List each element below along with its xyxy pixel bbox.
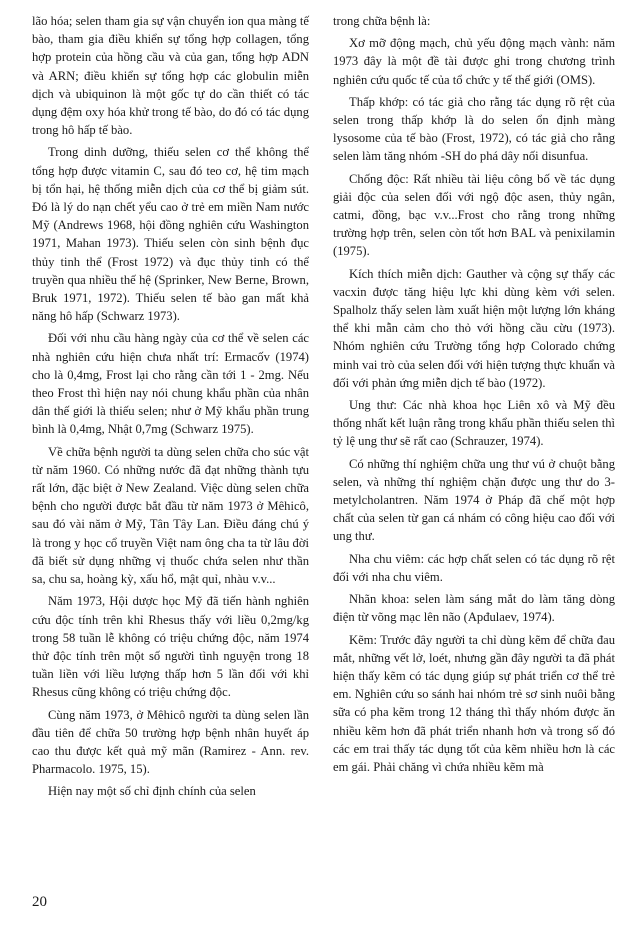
paragraph: Thấp khớp: có tác giả cho rằng tác dụng rõ rệt của selen trong thấp khớp là do selen ổn định màng lysosome của tế bào (Frost, 1972), có tác giả cho rằng selen làm tăng nhóm -SH do phá dây nối disunfua. [333, 94, 615, 164]
right-column [333, 12, 615, 780]
paragraph: Xơ mỡ động mạch, chủ yếu động mạch vành: năm 1973 đây là một đề tài được ghi trong chương trình nghiên cứu quốc tế của tổ chức y tế thế giới (OMS). [333, 36, 615, 87]
paragraph: Hiện nay một số chỉ định chính của selen [48, 784, 256, 799]
paragraph: Về chữa bệnh người ta dùng selen chữa cho súc vật từ năm 1960. Có những nước đã đạt những thành tựu rất lớn, đặc biệt ở New Zealand. Việc dùng selen chữa bệnh cho người được bắt đầu từ năm 1973 ở Mêhicô, sau đó vài năm ở Mỹ, Tân Tây Lan. Điều đáng chú ý là trong y học cổ truyền Việt nam ông cha ta từ lâu đời đã biết sử dụng những vị thuốc chứa selen như thần sa, chu sa, hoàng kỳ, xấu hổ, mật quỉ, nhàu v.v... [32, 444, 309, 587]
paragraph: trong chữa bệnh là: [333, 14, 431, 28]
left-column [32, 12, 309, 805]
paragraph: Chống độc: Rất nhiều tài liệu công bố về tác dụng giải độc của selen đối với ngộ độc asen, thủy ngân, catmi, đồng, bạc v.v...Frost cho rằng trong những trường hợp trên, selen còn tốt hơn BAL và penixilamin (1975). [333, 171, 615, 259]
paragraph: Trong dinh dưỡng, thiếu selen cơ thể không thể tổng hợp được vitamin C, sau đó teo cơ, hệ tim mạch bị tổn hại, hệ thống miễn dịch của cơ thể bị giảm sút. Đó là lý do nạn chết yểu cao ở trẻ em miền Nam nước Mỹ (Andrews 1968, hội đồng nghiên cứu Washington 1971, Mahan 1973). Thiếu selen còn sinh bệnh đục thủy tinh thể (Frost 1972) và đục thủy tinh có thể truyền qua nhiều thế hệ (Sprinker, New Berne, Brown, Bruk 1971, 1972). Thiếu selen tế bào gan mất khả năng hô hấp (Schwarz 1973). [32, 145, 309, 324]
paragraph: Kẽm: Trước đây người ta chỉ dùng kẽm để chữa đau mắt, những vết lở, loét, nhưng gần đây người ta đã phát hiện thấy kẽm có tác dụng giúp sự phát triển cơ thể trẻ em. Nghiên cứu so sánh hai nhóm trẻ sơ sinh nuôi bằng sữa có pha kẽm trong 12 tháng thì thấy nhóm được ăn nhiều kẽm hơn đã phát triển nhanh hơn và trong số đó các em trai thấy tác dụng tốt của kẽm nhiều hơn là các em gái. Phải chăng vì chứa nhiều kẽm mà [333, 632, 615, 774]
paragraph: Nhãn khoa: selen làm sáng mắt do làm tăng dòng điện từ võng mạc lên não (Apđulaev, 1974). [333, 592, 615, 625]
paragraph: Có những thí nghiệm chữa ung thư vú ở chuột bằng selen, và những thí nghiệm chặn được ung thư do 3- metylcholantren. Năm 1974 ở Pháp đã chế một hợp chất của selen từ gan cá nhám có công hiệu cao đối với ung thư. [333, 456, 615, 544]
paragraph: Năm 1973, Hội dược học Mỹ đã tiến hành nghiên cứu độc tính trên khỉ Rhesus thấy với liều 0,2mg/kg trong 58 tuần lễ không có triệu chứng độc, năm 1974 thử độc tính trên một số người tình nguyện trong 18 tuần liền với liều lượng thấp hơn 5 lần đối với khỉ Rhesus cũng không có triệu chứng độc. [32, 594, 309, 700]
page-number: 20 [32, 894, 47, 910]
paragraph: Ung thư: Các nhà khoa học Liên xô và Mỹ đều thống nhất kết luận rằng trong khẩu phần thiếu selen thì tỷ lệ ung thư sẽ rất cao (Schrauzer, 1974). [333, 398, 615, 449]
paragraph: lão hóa; selen tham gia sự vận chuyển ion qua màng tế bào, tham gia điều khiển sự tổng hợp collagen, tổng hợp protein của hồng cầu và của gan, tổng hợp ADN và ARN; điều khiển sự tổng hợp các globulin miễn dịch và ubiquinon là một gốc tự do cần thiết có tác dụng đệm oxy hóa khử trong tế bào, do đó có tác dụng trong hô hấp tế bào. [32, 14, 309, 138]
paragraph: Kích thích miễn dịch: Gauther và cộng sự thấy các vacxin được tăng hiệu lực khi dùng kèm với selen. Spalholz thấy selen làm xuất hiện một lượng lớn kháng thể khi mẫn cảm cho thỏ với hồng cầu cừu (1973). Nhóm nghiên cứu Trường tổng hợp Colorado chứng minh vai trò của selen đối với hiện tượng thực khuẩn và đối với phản ứng miễn dịch tế bào (1972). [333, 266, 615, 390]
paragraph: Nha chu viêm: các hợp chất selen có tác dụng rõ rệt đối với nha chu viêm. [333, 551, 615, 584]
paragraph: Cùng năm 1973, ở Mêhicô người ta dùng selen lần đầu tiên để chữa 50 trường hợp bệnh nhân huyết áp cao thu được kết quả mỹ mãn (Ramirez - Ann. rev. Pharmacolo. 1975, 15). [32, 707, 309, 777]
paragraph: Đối với nhu cầu hàng ngày của cơ thể về selen các nhà nghiên cứu hiện chưa nhất trí: Ermacốv (1974) cho là 0,4mg, Frost lại cho rằng cần tới 1 - 2mg. Nếu theo Frost thì hiện nay nói chung khẩu phần của nhân dân thế giới là thiếu selen; như ở Mỹ khẩu phần trung bình là 0,4mg, Nhật 0,7mg (Schwarz 1975). [32, 331, 309, 437]
